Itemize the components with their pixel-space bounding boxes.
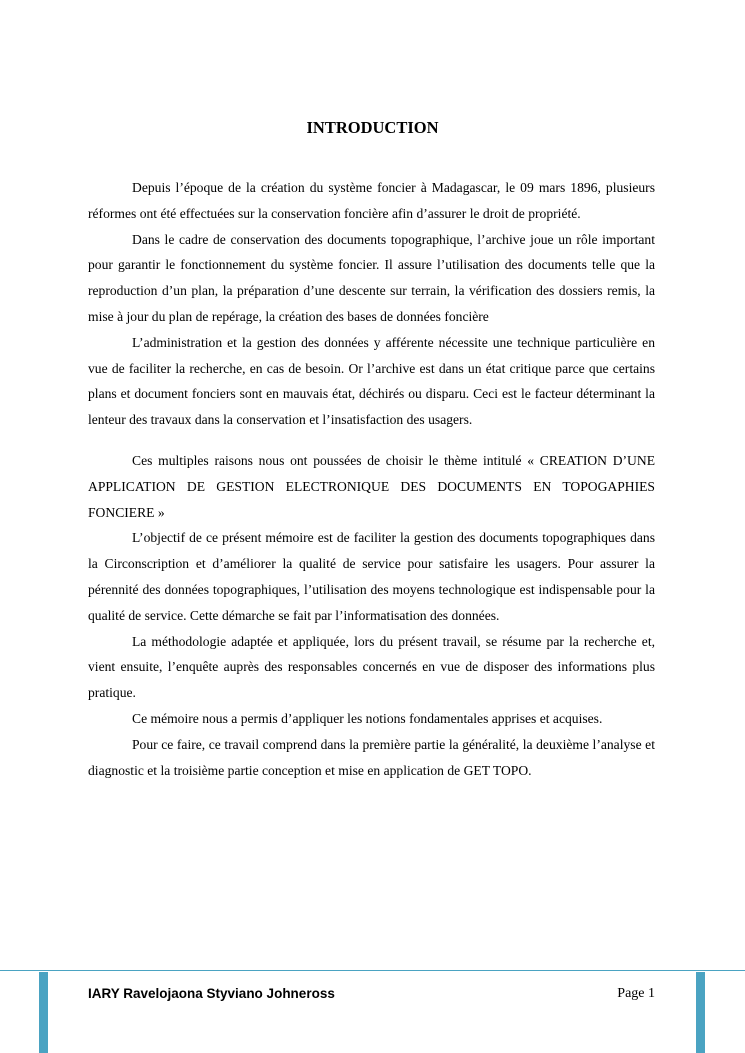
paragraph-archive-role: Dans le cadre de conservation des documents topographique, l’archive joue un rôle important pour garantir le fonctionnement du système foncier. Il assure l’utilisation des documents telle que la reproduction d’un plan, la préparation d’une descente sur terrain, la vérification des dossiers remis, la mise à jour du plan de repérage, la création des bases de données foncière bbox=[88, 231, 655, 324]
paragraph-objective: L’objectif de ce présent mémoire est de faciliter la gestion des documents topographiques dans la Circonscription et d’améliorer la qualité de service pour satisfaire les usagers. Pour assurer la pérennité des données topographiques, l’utilisation des moyens technologique est indispensable pour la qualité de service. Cette démarche se fait par l’informatisation des données. bbox=[88, 530, 655, 623]
footer-right-accent-bar bbox=[696, 972, 705, 1053]
document-body bbox=[88, 175, 655, 783]
footer-divider bbox=[0, 970, 745, 971]
paragraph-theme: Ces multiples raisons nous ont poussées de choisir le thème intitulé « CREATION D’UNE APPLICATION DE GESTION ELECTRONIQUE DES DOCUMENTS EN TOPOGAPHIES FONCIERE » bbox=[88, 452, 655, 520]
footer-page-number: Page 1 bbox=[617, 986, 655, 1001]
footer-author: IARY Ravelojaona Styviano Johneross bbox=[88, 986, 335, 1001]
paragraph-acknowledgement: Ce mémoire nous a permis d’appliquer les notions fondamentales apprises et acquises. bbox=[132, 710, 603, 726]
footer-left-accent-bar bbox=[39, 972, 48, 1053]
page-title: INTRODUCTION bbox=[306, 118, 439, 137]
paragraph-structure: Pour ce faire, ce travail comprend dans la première partie la généralité, la deuxième l’analyse et diagnostic et la troisième partie conception et mise en application de GET TOPO. bbox=[88, 736, 655, 778]
paragraph-history: Depuis l’époque de la création du système foncier à Madagascar, le 09 mars 1896, plusieurs réformes ont été effectuées sur la conservation foncière afin d’assurer le droit de propriété. bbox=[88, 180, 655, 221]
paragraph-administration: L’administration et la gestion des données y afférente nécessite une technique particulière en vue de faciliter la recherche, en cas de besoin. Or l’archive est dans un état critique parce que certains plans et document fonciers sont en mauvais état, déchirés ou disparu. Ceci est le facteur déterminant la lenteur des travaux dans la conservation et l’insatisfaction des usagers. bbox=[88, 334, 655, 428]
paragraph-methodology: La méthodologie adaptée et appliquée, lors du présent travail, se résume par la recherche et, vient ensuite, l’enquête auprès des responsables concernés en vue de disposer des informations plus pratique. bbox=[88, 633, 655, 701]
